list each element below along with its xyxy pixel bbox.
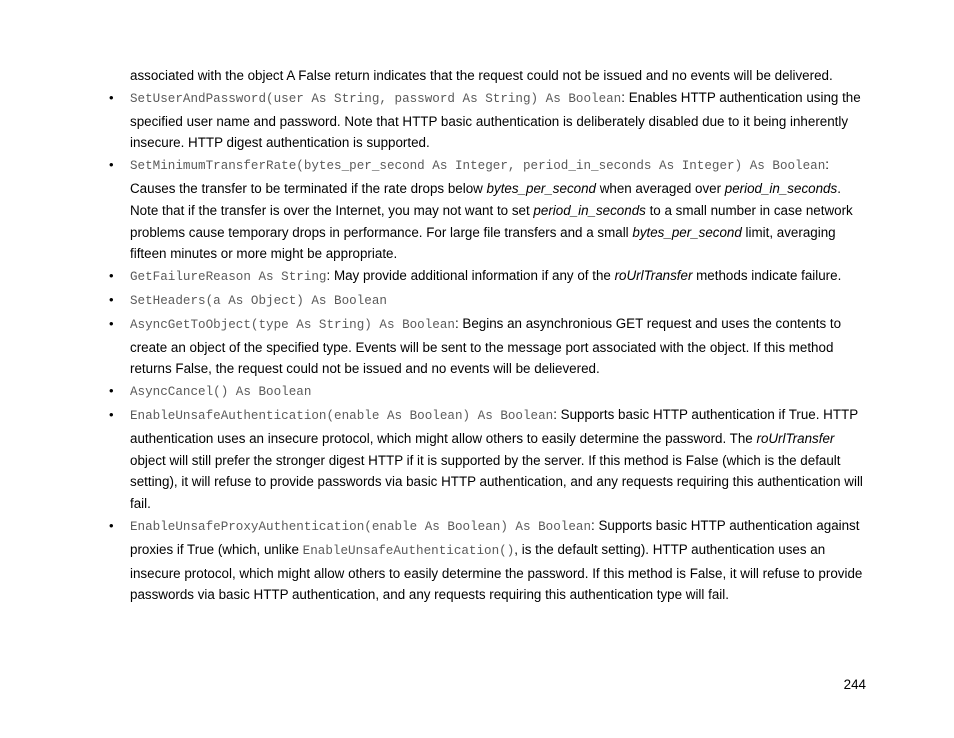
method-description: to a small number in case network problems cause temporary drops in performance. For large file transfers and a small (130, 202, 853, 240)
bullet-icon: • (109, 406, 114, 422)
method-description: , is the default setting). HTTP authentication uses an insecure protocol, which might allow others to easily determine the password. If this method is False, it will refuse to provide passwords via basic HTTP authentication, and any requests requiring this authentication type will fail. (130, 541, 863, 603)
method-signature: EnableUnsafeProxyAuthentication(enable As Boolean) As Boolean (130, 519, 592, 534)
method-description: : May provide additional information if any of the (326, 268, 615, 284)
parameter-name: bytes_per_second (632, 224, 742, 240)
bullet-icon: • (109, 89, 114, 105)
list-item-async-cancel (109, 380, 872, 404)
method-signature: GetFailureReason As String (130, 270, 327, 285)
method-signature: EnableUnsafeAuthentication(enable As Boolean) As Boolean (130, 408, 554, 423)
page-content (109, 65, 872, 606)
method-description: object will still prefer the stronger digest HTTP if it is supported by the server. If this method is False (which is the default setting), it will refuse to provide passwords via basic HTTP authentication, and any requests requiring this authentication will fail. (130, 452, 863, 512)
method-description: : Begins an asynchronious GET request and uses the contents to create an object of the specified type. Events will be sent to the message port associated with the object. If this method returns False, the request could not be issued and no events will be delievered. (130, 315, 842, 377)
list-item-set-headers (109, 289, 872, 313)
inline-code: EnableUnsafeAuthentication() (302, 543, 515, 558)
method-description: : Supports basic HTTP authentication against proxies if True (which, unlike (130, 517, 860, 557)
method-description: when averaged over (595, 180, 725, 196)
bullet-icon: • (109, 517, 114, 533)
parameter-name: period_in_seconds (724, 180, 838, 196)
list-item-enable-unsafe-authentication (109, 404, 872, 515)
list-item-enable-unsafe-proxy-authentication (109, 515, 872, 606)
method-description: limit, averaging fifteen minutes or more might be appropriate. (130, 224, 836, 262)
method-description: methods indicate failure. (692, 268, 842, 284)
bullet-icon: • (109, 291, 114, 307)
continuation-paragraph: associated with the object A False return indicates that the request could not be issued and no events will be delivered. (130, 68, 833, 83)
bullet-icon: • (109, 315, 114, 331)
parameter-name: bytes_per_second (486, 180, 596, 196)
method-signature: AsyncCancel() As Boolean (130, 385, 312, 400)
list-item-get-failure-reason (109, 265, 872, 289)
page-number: 244 (843, 677, 866, 692)
method-signature: SetMinimumTransferRate(bytes_per_second As Integer, period_in_seconds As Integer) As Boolean (130, 159, 826, 174)
list-item-set-minimum-transfer-rate (109, 154, 872, 265)
bullet-icon: • (109, 157, 114, 173)
bullet-icon: • (109, 383, 114, 399)
method-description: : Supports basic HTTP authentication if True. HTTP authentication uses an insecure protocol, which might allow others to easily determine the password. The (130, 406, 858, 446)
object-name: roUrlTransfer (614, 268, 693, 284)
method-list (109, 87, 872, 606)
bullet-icon: • (109, 268, 114, 284)
method-description: : Enables HTTP authentication using the specified user name and password. Note that HTTP basic authentication is deliberately disabled due to it being inherently insecure. HTTP digest authentication is supported. (130, 89, 861, 151)
method-signature: SetHeaders(a As Object) As Boolean (130, 293, 387, 308)
object-name: roUrlTransfer (756, 430, 835, 446)
list-item-async-get-to-object (109, 313, 872, 380)
method-signature: SetUserAndPassword(user As String, password As String) As Boolean (130, 91, 622, 106)
parameter-name: period_in_seconds (533, 202, 646, 218)
method-signature: AsyncGetToObject(type As String) As Boolean (130, 317, 455, 332)
list-item-set-user-and-password (109, 87, 872, 154)
method-description: : Causes the transfer to be terminated if the rate drops below (130, 157, 830, 196)
method-description: . Note that if the transfer is over the Internet, you may not want to set (130, 180, 841, 218)
